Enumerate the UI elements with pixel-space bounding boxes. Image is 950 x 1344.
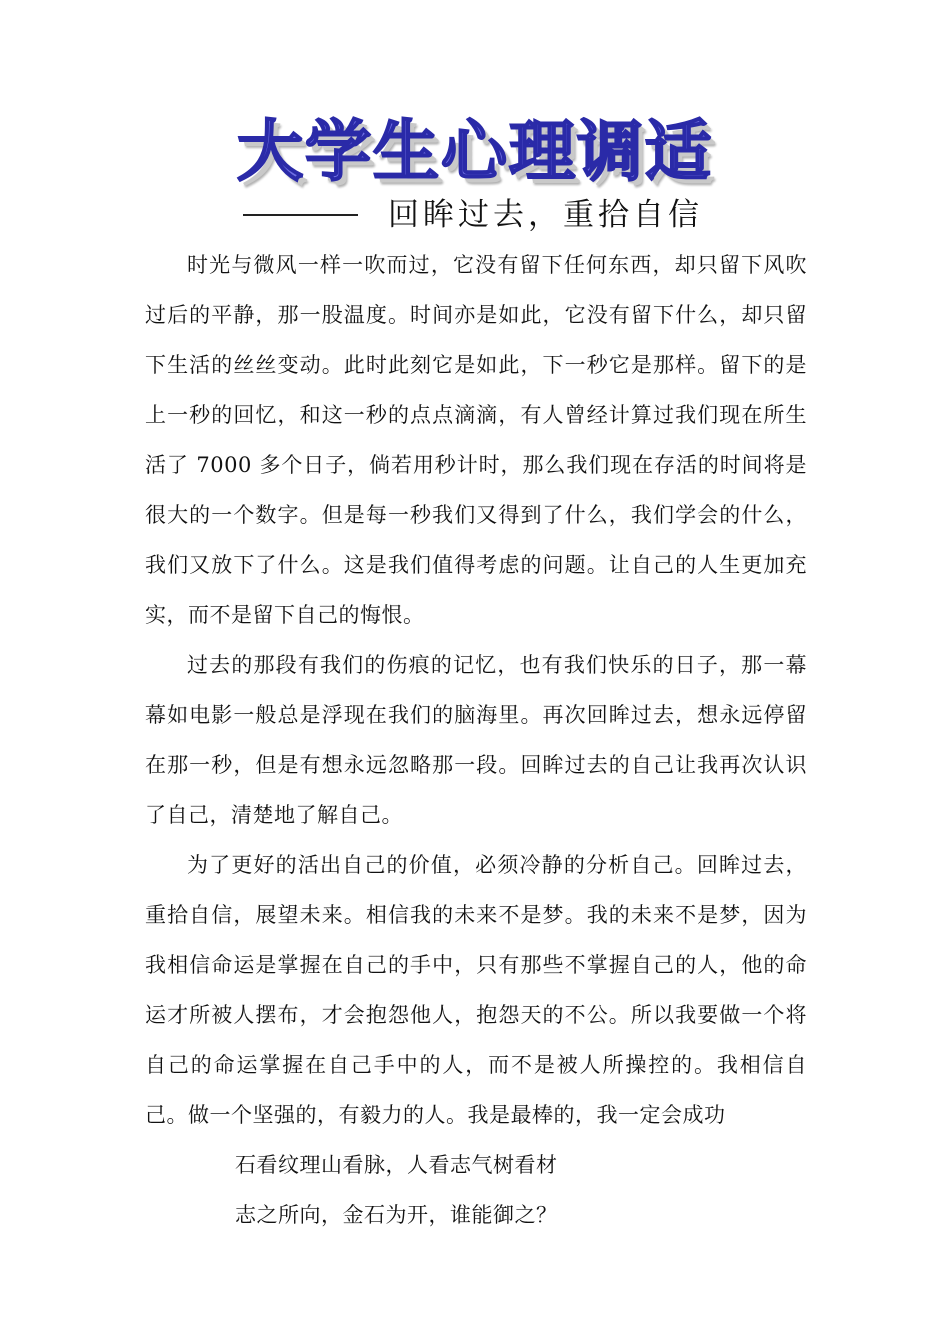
document-body — [145, 240, 807, 1240]
subtitle-dash-line — [243, 214, 358, 216]
document-subtitle: 回眸过去，重拾自信 — [388, 197, 703, 233]
paragraph-1: 时光与微风一样一吹而过，它没有留下任何东西，却只留下风吹过后的平静，那一股温度。时间亦是如此，它没有留下什么，却只留下生活的丝丝变动。此时此刻它是如此，下一秒它是那样。留下的是上一秒的回忆，和这一秒的点点滴滴，有人曾经计算过我们现在所生活了 7000 多个日子，倘若用秒计时，那么我们现在存活的时间将是很大的一个数字。但是每一秒我们又得到了什么，我们学会的什么，我们又放下了什么。这是我们值得考虑的问题。让自己的人生更加充实，而不是留下自己的悔恨。 — [145, 253, 807, 627]
verse-line-2: 志之所向，金石为开，谁能御之？ — [235, 1203, 558, 1227]
paragraph-2: 过去的那段有我们的伤痕的记忆，也有我们快乐的日子，那一幕幕如电影一般总是浮现在我们的脑海里。再次回眸过去，想永远停留在那一秒，但是有想永远忽略那一段。回眸过去的自己让我再次认识了自己，清楚地了解自己。 — [145, 653, 807, 827]
paragraph-3: 为了更好的活出自己的价值，必须冷静的分析自己。回眸过去，重拾自信，展望未来。相信我的未来不是梦。我的未来不是梦，因为我相信命运是掌握在自己的手中，只有那些不掌握自己的人，他的命运才所被人摆布，才会抱怨他人，抱怨天的不公。所以我要做一个将自己的命运掌握在自己手中的人，而不是被人所操控的。我相信自己。做一个坚强的，有毅力的人。我是最棒的，我一定会成功 — [145, 853, 807, 1127]
verse-line-1: 石看纹理山看脉，人看志气树看材 — [235, 1153, 558, 1177]
subtitle-row — [0, 192, 950, 242]
document-title: 大学生心理调适 — [237, 113, 713, 190]
